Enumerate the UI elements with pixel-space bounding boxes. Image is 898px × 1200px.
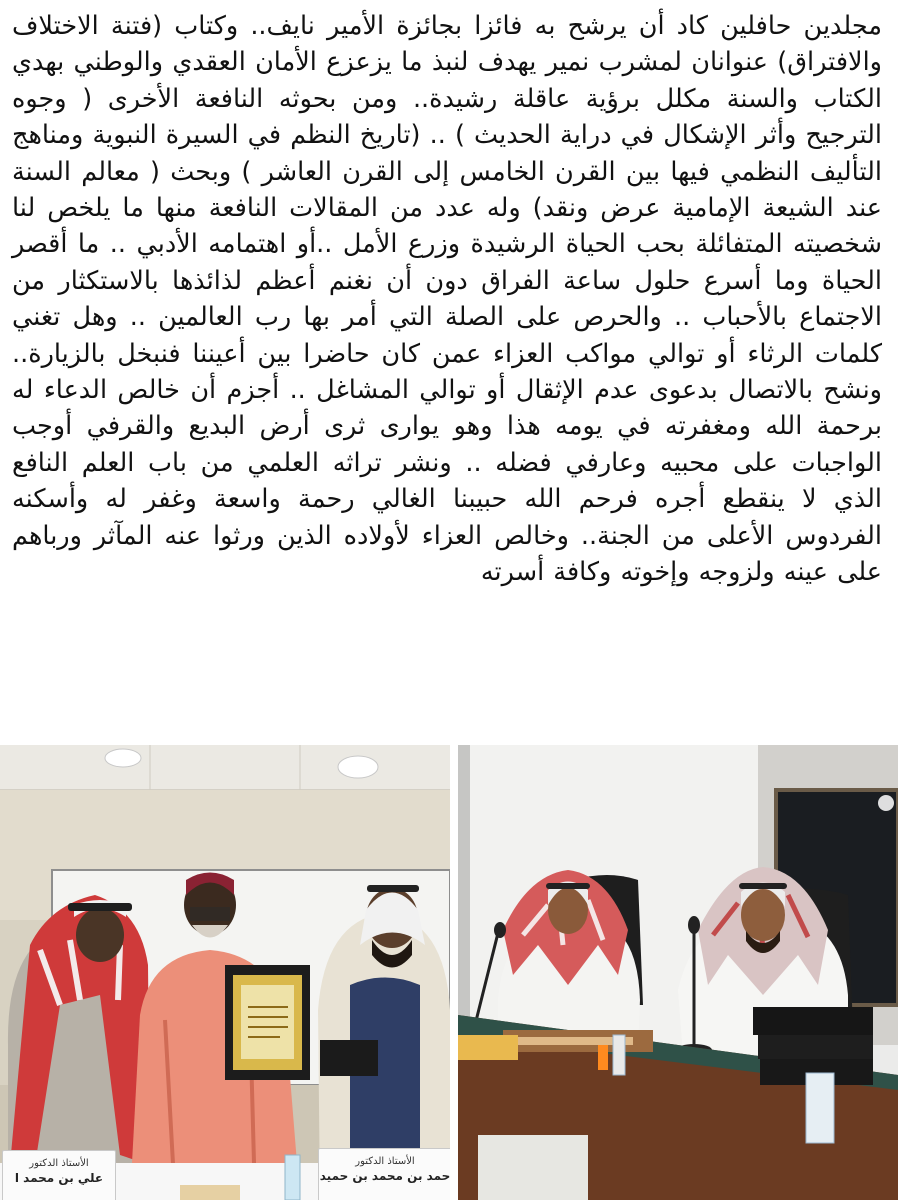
nameplate-1-title: الأستاذ الدكتور bbox=[29, 1158, 89, 1169]
seminar-scene bbox=[458, 745, 898, 1200]
nameplate-2 bbox=[318, 1148, 450, 1200]
photo-separator bbox=[450, 745, 458, 1200]
ceremony-scene bbox=[0, 745, 450, 1200]
nameplate-2-title: الأستاذ الدكتور bbox=[355, 1156, 415, 1167]
ceremony-photo[interactable] bbox=[0, 745, 450, 1200]
nameplate-1 bbox=[2, 1150, 116, 1200]
nameplate-2-name: حمد بن محمد بن حميد bbox=[319, 1169, 450, 1183]
seminar-photo[interactable] bbox=[458, 745, 898, 1200]
post-text: مجلدين حافلين كاد أن يرشح به فائزا بجائزة الأمير نايف.. وكتاب (فتنة الاختلاف والافتراق) عنوانان لمشرب نمير يهدف لنبذ ما يزعزع الأمان العقدي والوطني بهدي الكتاب والسنة مكلل برؤية عاقلة رشيدة.. ومن بحوثه النافعة الأخرى ( وجوه الترجيح وأثر الإشكال في دراية الحديث ) .. (تاريخ النظم في السيرة النبوية ومناهج التأليف النظمي فيها بين القرن الخامس إلى القرن العاشر ) وبحث ( معالم السنة عند الشيعة الإمامية عرض ونقد) وله عدد من المقالات النافعة منها ما يلخص لنا شخصيته المتفائلة بحب الحياة الرشيدة وزرع الأمل ..أو اهتمامه الأدبي .. ما أقصر الحياة وما أسرع حلول ساعة الفراق دون أن نغنم أعظم لذائذها بالاستكثار من الاجتماع بالأحباب .. والحرص على الصلة التي أمر بها رب العالمين .. وهل تغني كلمات الرثاء أو توالي مواكب العزاء عمن كان حاضرا بين أعيننا فنبخل بالزيارة.. ونشح بالاتصال بدعوى عدم الإثقال أو توالي المشاغل .. أجزم أن خالص الدعاء له برحمة الله ومغفرته في يومه هذا وهو يوارى ثرى أرض البديع والقرفي أوجب الواجبات على محبيه وعارفي فضله .. ونشر تراثه العلمي من باب العلم النافع الذي لا ينقطع أجره فرحم الله حبيبنا الغالي رحمة واسعة وغفر له وأسكنه الفردوس الأعلى من الجنة.. وخالص العزاء لأولاده الذين ورثوا عنه المآثر ورباهم على عينه ولزوجه وإخوته وكافة أسرته bbox=[12, 11, 882, 588]
photo-gallery bbox=[0, 745, 898, 1200]
nameplate-1-name: علي بن محمد ا bbox=[14, 1171, 104, 1185]
